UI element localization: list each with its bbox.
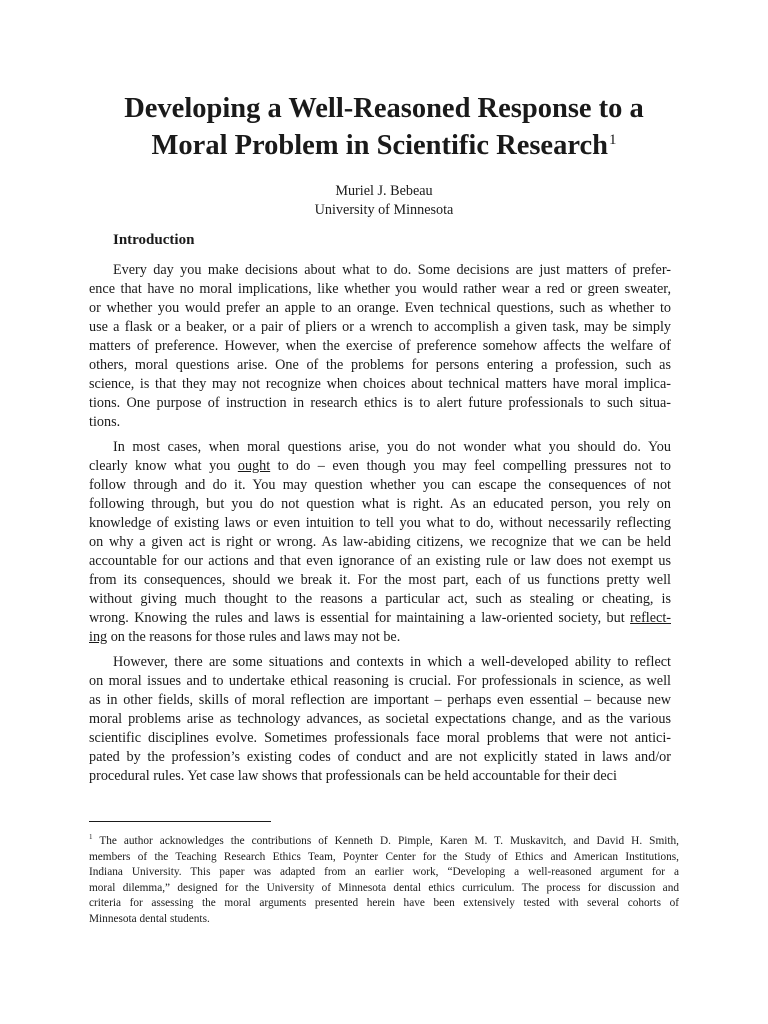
text-line: others, moral questions arise. One of the problems for persons entering a profession, such as [89,357,671,373]
text-line: follow through and do it. You may question whether you can escape the consequences of not [89,477,671,493]
document-title [60,90,708,164]
text-segment: to do – even though you may feel compelling pressures not to [270,458,671,474]
underlined-word: ing [89,629,108,645]
text-line: matters of preference. However, when the exercise of preference somehow affects the welfare of [89,338,671,354]
footnote-marker: 1 [89,834,93,842]
text-line: moral problems arise as technology advances, as societal expectations change, and as the various [89,711,671,727]
text-line: on moral issues and to undertake ethical reasoning is crucial. For professionals in science, as well [89,673,671,689]
footnote-line: criteria for assessing the moral arguments presented herein have been extensively tested with several cohorts of [89,897,679,909]
text-line: ence that have no moral implications, like whether you would rather wear a red or green sweater, [89,281,671,297]
text-line: procedural rules. Yet case law shows that professionals can be held accountable for their deci [89,768,617,784]
section-heading: Introduction [113,232,195,248]
text-line: on why a given act is right or wrong. As law-abiding citizens, we recognize that we can be held [89,534,671,550]
underlined-word: reflect- [630,610,671,626]
paragraph-2 [89,438,671,647]
footnote-divider [89,821,271,822]
footnote-line: Indiana University. This paper was adapted from an earlier work, “Developing a well-reasoned argument for a [89,866,679,878]
text-line [89,457,671,476]
text-line: as in other fields, skills of moral reflection are important – perhaps even essential – because new [89,692,671,708]
author-block [160,182,608,220]
text-line: science, is that they may not recognize when choices about technical matters have moral implica- [89,376,671,392]
text-line: In most cases, when moral questions arise, you do not wonder what you should do. You [113,439,671,455]
footnote-line: members of the Teaching Research Ethics Team, Poynter Center for the Study of Ethics and American Institutions, [89,850,679,863]
footnote-text: The author acknowledges the contributions of Kenneth D. Pimple, Karen M. T. Muskavitch, and David H. Smith, [92,835,679,847]
text-line [89,609,671,628]
paragraph-1 [89,261,671,432]
footnote-line: moral dilemma,” designed for the University of Minnesota dental ethics curriculum. The process for discussion and [89,881,679,894]
text-line: scientific disciplines evolve. Sometimes professionals face moral problems that were not antici- [89,730,671,746]
title-line-2: Moral Problem in Scientific Research [151,130,608,161]
text-line: tions. [89,414,121,430]
text-line: Every day you make decisions about what to do. Some decisions are just matters of prefer- [113,262,671,278]
text-line: pated by the profession’s existing codes of conduct and are not explicitly stated in laws and/or [89,749,671,765]
text-segment: wrong. Knowing the rules and laws is essential for maintaining a law-oriented society, but [89,610,631,626]
author-affiliation: University of Minnesota [314,202,454,218]
text-segment: on the reasons for those rules and laws may not be. [107,629,401,645]
text-line: tions. One purpose of instruction in research ethics is to alert future professionals to such situa- [89,395,671,411]
text-line [89,628,671,647]
text-segment: clearly know what you [89,458,238,474]
text-line: from its consequences, should we break it. For the most part, each of us functions pretty well [89,572,671,588]
text-line: However, there are some situations and contexts in which a well-developed ability to reflect [113,654,671,670]
footnote-line [89,834,679,850]
footnote-line: Minnesota dental students. [89,912,210,925]
text-line: knowledge of existing laws or even intuition to tell you what to do, without necessarily reflecting [89,515,671,531]
underlined-word: ought [237,458,271,474]
text-line: accountable for our actions and that even ignorance of an existing rule or law does not exempt us [89,553,671,569]
text-line: use a flask or a beaker, or a pair of pliers or a wrench to accomplish a given task, may be simply [89,319,671,335]
footnote [89,834,679,927]
title-footnote-marker: 1 [608,131,617,148]
title-line-1: Developing a Well-Reasoned Response to a [124,93,644,124]
author-name: Muriel J. Bebeau [335,183,433,199]
text-line: following through, but you do not question what is right. As an educated person, you rely on [89,496,671,512]
paragraph-3 [89,653,671,786]
text-line: or whether you would prefer an apple to an orange. Even technical questions, such as whether to [89,300,671,316]
text-line: without giving much thought to the reasons a particular act, such as stealing or cheating, is [89,591,671,607]
